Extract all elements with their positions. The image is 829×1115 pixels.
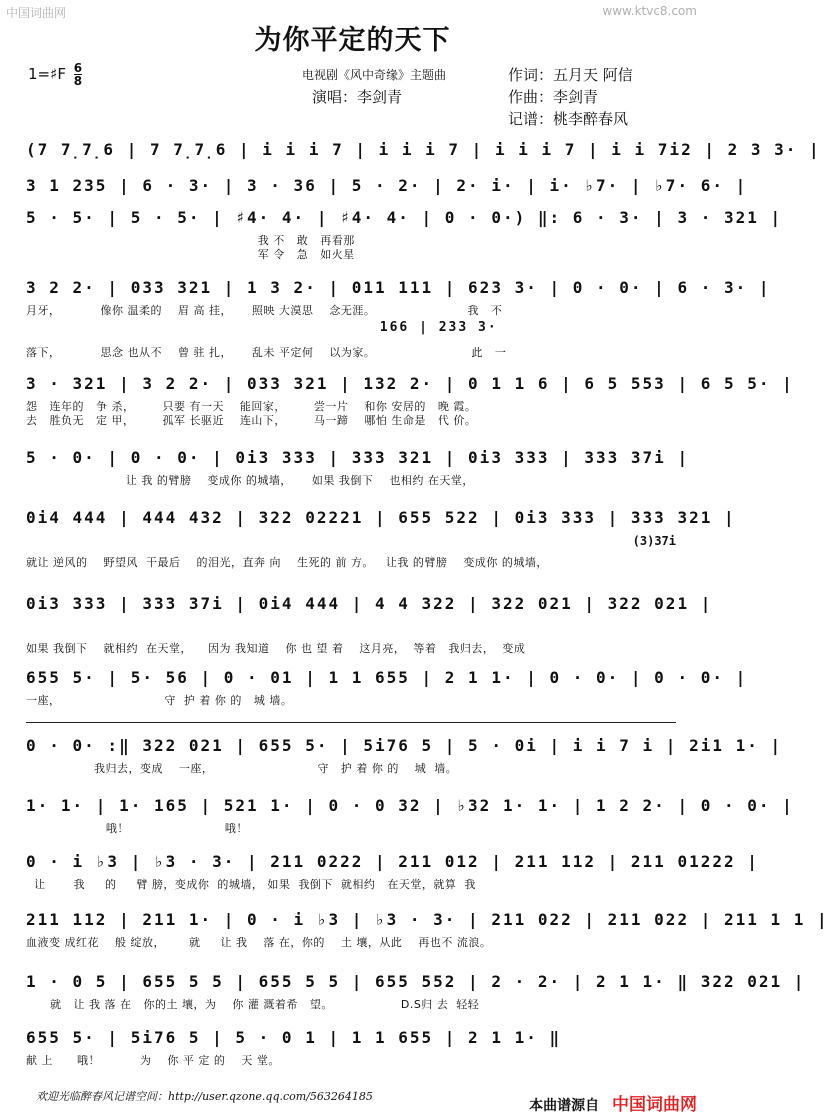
key-label: 1=♯F (28, 65, 66, 83)
singer: 演唱：李剑青 (312, 88, 403, 106)
music-line: 211 112 | 211 1· | 0 · i ♭3 | ♭3 · 3· | 211 022 | 211 022 | 211 1 1 | (26, 910, 829, 929)
music-line: 3 · 321 | 3 2 2· | 033 321 | 132 2· | 0 1 1 6 | 6 5 553 | 6 5 5· | (26, 374, 794, 393)
lyric-line-1: 献 上 哦！ 为 你 平 定 的 天 堂。 (26, 1054, 280, 1067)
music-line: 1· 1· | 1· 165 | 521 1· | 0 · 0 32 | ♭32 1· 1· | 1 2 2· | 0 · 0· | (26, 796, 794, 815)
music-line: 0 · i ♭3 | ♭3 · 3· | 211 0222 | 211 012 | 211 112 | 211 01222 | (26, 852, 759, 871)
music-line: 0i4 444 | 444 432 | 322 02221 | 655 522 | 0i3 333 | 333 321 | (26, 508, 736, 527)
music-line: 655 5· | 5· 56 | 0 · 01 | 1 1 655 | 2 1 1· | 0 · 0· | 0 · 0· | (26, 668, 748, 687)
subtitle: 电视剧《风中奇缘》主题曲 (302, 68, 447, 82)
volta-line (26, 722, 676, 723)
lyric-line-1: 就让 逆风的 野望风 干最后 的泪光，直奔 向 生死的 前 方。 让我 的臂膀 变成你 的城墙， (26, 556, 548, 569)
song-title: 为你平定的天下 (254, 25, 451, 56)
time-bottom: 8 (73, 74, 83, 88)
music-line: 166 | 233 3· (26, 320, 498, 335)
music-line: 0 · 0· :‖ 322 021 | 655 5· | 5i76 5 | 5 · 0i | i i 7 i | 2i1 1· | (26, 736, 783, 755)
lyric-line-1: 哦！ 哦！ (26, 822, 248, 835)
composer: 作曲：李剑青 (508, 88, 599, 106)
lyric-line-1: 落下， 思念 也从不 曾 驻 扎， 乱未 平定何 以为家。 此 一 (26, 346, 507, 359)
lyric-line-1: 让 我 的 臂 膀，变成你 的城墙， 如果 我倒下 就相约 在天堂，就算 我 (26, 878, 476, 891)
notator: 记谱：桃李醉春风 (508, 110, 629, 128)
lyric-line-2: 军 令 急 如火星 (26, 248, 355, 261)
lyric-line-1: 月牙， 像你 温柔的 眉 高 挂， 照映 大漠思 念无涯。 我 不 (26, 304, 503, 317)
lyric-line-2: 去 胜负无 定 甲， 孤军 长驱近 连山下， 马一蹄 哪怕 生命是 代 价。 (26, 414, 477, 427)
lyric-line-1: 让 我 的臂膀 变成你 的城墙， 如果 我倒下 也相约 在天堂， (26, 474, 474, 487)
watermark-right: www.ktvc8.com (602, 4, 697, 18)
footer-source (529, 1090, 697, 1115)
music-line: 5 · 5· | 5 · 5· | ♯4· 4· | ♯4· 4· | 0 · 0·) ‖: 6 · 3· | 3 · 321 | (26, 208, 783, 227)
lyric-line-1: 如果 我倒下 就相约 在天堂， 因为 我知道 你 也 望 着 这月亮， 等着 我归去， 变成 (26, 642, 526, 655)
time-top: 6 (73, 61, 83, 75)
time-signature (74, 62, 82, 87)
music-line: 3 2 2· | 033 321 | 1 3 2· | 011 111 | 623 3· | 0 · 0· | 6 · 3· | (26, 278, 771, 297)
lyric-line-1: 血液变 成红花 般 绽放， 就 让 我 落 在，你的 土 壤，从此 再也不 流浪。 (26, 936, 492, 949)
lyric-line-1: 我归去，变成 一座， 守 护 着 你 的 城 墙。 (26, 762, 458, 775)
lyricist: 作词：五月天 阿信 (508, 66, 633, 84)
lyric-line-1: 就 让 我 落 在 你的土 壤，为 你 灌 溉着希 望。 D.S归 去 轻轻 (26, 998, 480, 1011)
footer-source-label: 本曲谱源自 (529, 1098, 600, 1114)
lyric-line-1: 怨 连年的 争 杀， 只要 有一天 能回家， 尝一片 和你 安居的 晚 霞。 (26, 400, 477, 413)
music-line: 655 5· | 5i76 5 | 5 · 0 1 | 1 1 655 | 2 1 1· ‖ (26, 1028, 562, 1047)
key-signature (28, 62, 82, 87)
annotation: (3)37i (632, 534, 676, 548)
music-line: 5 · 0· | 0 · 0· | 0i3 333 | 333 321 | 0i3 333 | 333 37i | (26, 448, 690, 467)
music-line: 1 · 0 5 | 655 5 5 | 655 5 5 | 655 552 | 2 · 2· | 2 1 1· ‖ 322 021 | (26, 972, 806, 991)
watermark-left: 中国词曲网 (6, 6, 67, 20)
music-line: 0i3 333 | 333 37i | 0i4 444 | 4 4 322 | 322 021 | 322 021 | (26, 594, 713, 613)
footer-source-site: 中国词曲网 (612, 1095, 697, 1115)
music-line: 3 1 235 | 6 · 3· | 3 · 36 | 5 · 2· | 2· i· | i· ♭7· | ♭7· 6· | (26, 176, 748, 195)
footer-credit: 欢迎光临醉春风记谱空间：http://user.qzone.qq.com/563264185 (36, 1090, 373, 1103)
lyric-line-1: 我 不 敢 再看那 (26, 234, 355, 247)
music-line: (7 7̣7̣6 | 7 7̣7̣6 | i i i 7 | i i i 7 | i i i 7 | i i 7i2 | 2 3 3· | (26, 140, 821, 159)
lyric-line-1: 一座， 守 护 着 你 的 城 墙。 (26, 694, 293, 707)
